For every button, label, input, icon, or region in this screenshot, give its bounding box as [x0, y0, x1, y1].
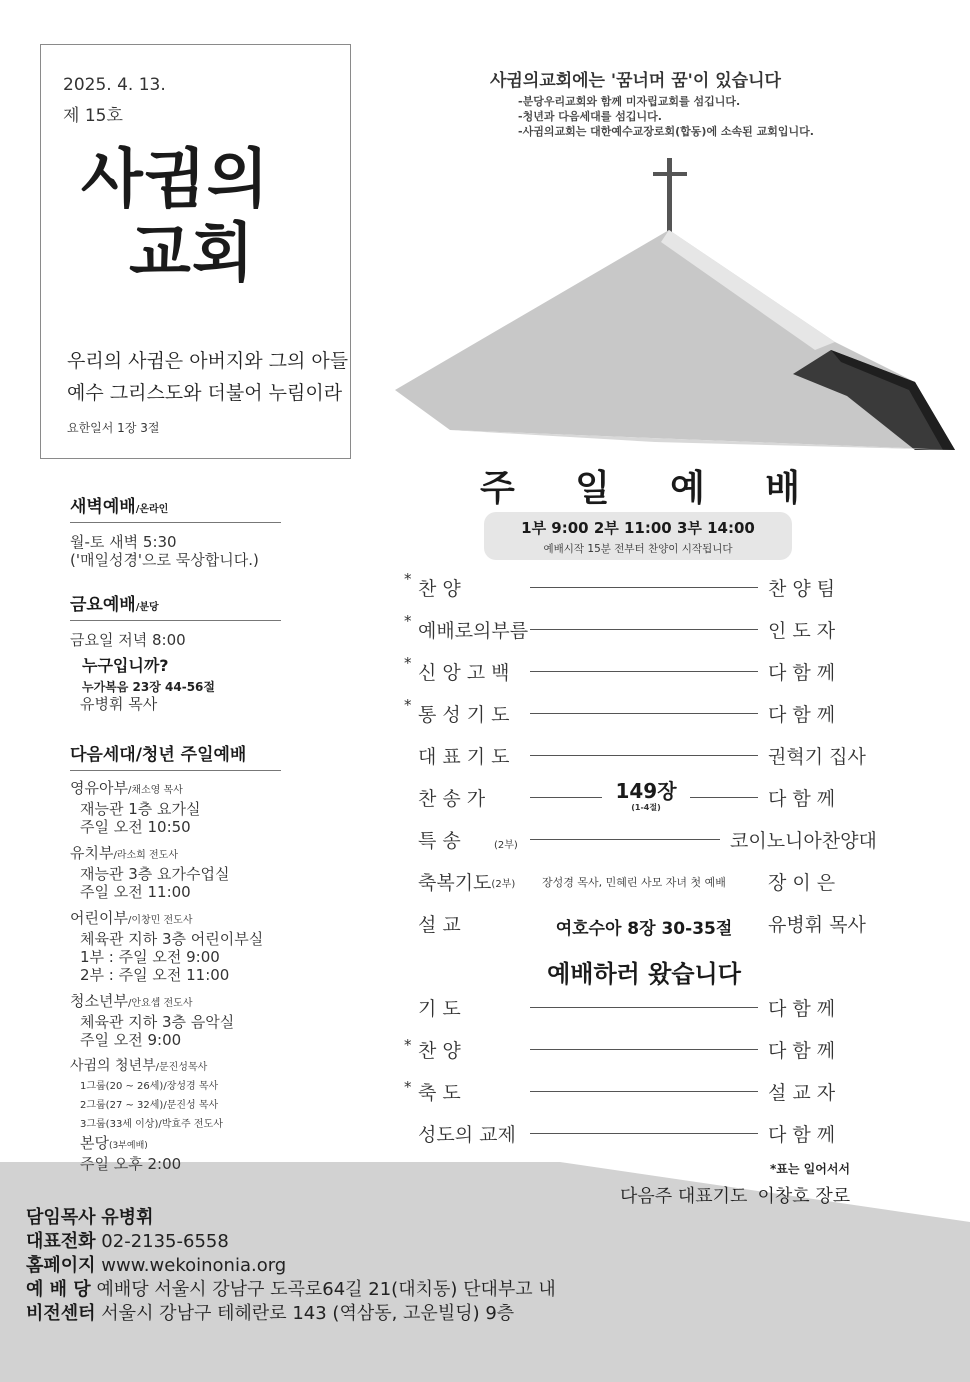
order-item-name [418, 700, 520, 727]
verse-line1: 우리의 사귐은 아버지와 그의 아들 [67, 350, 349, 372]
friday-passage: 누가복음 23장 44-56절 [82, 680, 215, 694]
vision-center-address: 서울시 강남구 테헤란로 143 (역삼동, 고운빌딩) 9층 [101, 1303, 515, 1324]
blessing-note: 장성경 목사, 민혜린 사모 자녀 첫 예배 [542, 876, 726, 889]
order-item-name [418, 658, 520, 685]
order-row [400, 779, 880, 812]
group-leader: /안요셉 전도사 [127, 998, 193, 1009]
order-item-label: 특 송 [418, 830, 461, 852]
group-place: 체육관 지하 3층 어린이부실 [80, 930, 264, 948]
order-row [400, 612, 880, 644]
leader-label: 다 함 께 [768, 662, 836, 684]
venue-address: 예배당 서울시 강남구 도곡로64길 21(대치동) 단대부고 내 [96, 1279, 556, 1300]
group-name: 영유아부 [70, 779, 128, 797]
bulletin-issue: 제 15호 [63, 106, 123, 126]
order-item-note: (2부) [491, 879, 516, 890]
order-item-leader: 권혁기 집사 [768, 746, 866, 768]
order-row [400, 994, 880, 1022]
youth-time: 주일 오후 2:00 [80, 1155, 182, 1173]
dawn-service-section [70, 492, 281, 569]
youth-place-note: (3부예배) [108, 1141, 148, 1151]
contact-info [26, 1206, 556, 1326]
stand-mark: * [404, 1036, 412, 1054]
nextgen-section [70, 740, 281, 1173]
youth-team: 3그룹(33세 이상)/박효주 전도사 [80, 1119, 223, 1130]
stand-mark: * [404, 696, 412, 714]
church-name-line1: 사귐의 [81, 143, 270, 217]
dawn-note: ('매일성경'으로 묵상합니다.) [70, 551, 259, 569]
phone-number[interactable]: 02-2135-6558 [101, 1231, 229, 1252]
group-time: 주일 오전 9:00 [80, 1031, 182, 1049]
order-item-name [418, 742, 520, 769]
dawn-tag: /온라인 [135, 504, 169, 515]
order-item-leader [768, 574, 870, 601]
next-prayer-label: 다음주 대표기도 [620, 1186, 748, 1207]
order-item-leader [768, 616, 870, 643]
service-title-char: 주 [480, 468, 515, 509]
order-row [400, 570, 880, 602]
church-logo [81, 143, 269, 291]
order-item-name [418, 616, 529, 643]
leader-line [530, 713, 758, 714]
leader-line [530, 629, 758, 630]
friday-time: 금요일 저녁 8:00 [70, 631, 186, 649]
phone-label: 대표전화 [26, 1231, 96, 1252]
order-item-label: 찬 양 [418, 578, 461, 600]
stand-mark: * [404, 1078, 412, 1096]
group-name: 유치부 [70, 844, 114, 862]
leader-line [530, 1049, 758, 1050]
order-item-name [418, 1036, 520, 1063]
order-item-name [418, 1120, 520, 1147]
order-item-label: 찬 송 가 [418, 788, 486, 810]
order-item-label: 설 교 [418, 914, 461, 936]
order-item-label: 기 도 [418, 998, 461, 1020]
order-item-label: 대 표 기 도 [418, 746, 510, 768]
order-item-label: 예배로의부름 [418, 620, 529, 642]
cross-icon [667, 158, 672, 234]
dawn-time: 월-토 새벽 5:30 [70, 533, 177, 551]
order-item-name [418, 910, 520, 937]
order-item-leader [768, 784, 870, 811]
group-time: 주일 오전 10:50 [80, 818, 191, 836]
nextgen-group [70, 992, 281, 1049]
hymn-number-block [606, 780, 686, 813]
group-leader: /이창민 전도사 [127, 915, 193, 926]
dawn-title: 새벽예배 [70, 497, 136, 517]
next-week-prayer [620, 1182, 850, 1208]
youth-team: 2그룹(27 ~ 32세)/문진성 목사 [80, 1100, 219, 1111]
order-item-leader [768, 1078, 870, 1105]
website-label: 홈페이지 [26, 1255, 96, 1276]
nextgen-group [70, 909, 281, 984]
order-item-leader: 코이노니아찬양대 [730, 830, 877, 852]
church-name-line2: 교회 [129, 217, 255, 291]
order-item-label: 찬 양 [418, 1040, 461, 1062]
group-place: 재능관 1층 요가실 [80, 800, 201, 818]
order-item-leader: 유병휘 목사 [768, 914, 866, 936]
group-name: 청소년부 [70, 992, 128, 1010]
leader-line [530, 755, 758, 756]
verse-reference: 요한일서 1장 3절 [67, 421, 160, 435]
title-box [40, 44, 351, 459]
vision-item: -사귐의교회는 대한예수교장로회(합동)에 소속된 교회입니다. [518, 125, 814, 138]
group-name: 어린이부 [70, 909, 128, 927]
group-time: 1부 : 주일 오전 9:00 [80, 948, 220, 966]
order-row [400, 826, 880, 854]
nextgen-group [70, 779, 281, 836]
stand-mark: * [404, 612, 412, 630]
friday-sermon-title: 누구입니까? [82, 656, 169, 675]
order-item-label: 축복기도 [418, 872, 492, 894]
order-item-leader [768, 868, 870, 895]
website-link[interactable]: www.wekoinonia.org [101, 1255, 287, 1276]
vision-section [490, 66, 960, 139]
sermon-title: 예배하러 왔습니다 [547, 960, 741, 988]
youth-name: 사귐의 청년부 [70, 1058, 156, 1074]
pastor-line [26, 1206, 556, 1230]
order-row [400, 742, 880, 770]
order-row [400, 910, 880, 938]
order-row [400, 696, 880, 728]
order-item-leader [768, 1120, 870, 1147]
venue-line [26, 1278, 556, 1302]
hymn-number: 149장 [615, 779, 677, 803]
leader-label: 인 도 자 [768, 620, 836, 642]
leader-label: 다 함 께 [768, 1040, 836, 1062]
group-time: 2부 : 주일 오전 11:00 [80, 966, 230, 984]
service-times: 1부 9:00 2부 11:00 3부 14:00 [521, 519, 755, 537]
friday-service-section [70, 590, 281, 713]
order-item-label: 신 앙 고 백 [418, 662, 510, 684]
order-row [400, 654, 880, 686]
group-leader: /라소희 전도사 [113, 850, 178, 861]
leader-line [530, 1133, 758, 1134]
leader-label: 다 함 께 [768, 998, 836, 1020]
order-row [400, 868, 880, 896]
vision-item: -분당우리교회와 함께 미자립교회를 섬깁니다. [518, 95, 741, 108]
sermon-passage: 여호수아 8장 30-35절 [555, 919, 733, 939]
order-item-name [418, 1078, 520, 1105]
order-item-name [418, 784, 520, 811]
service-title-char: 예 [670, 468, 705, 509]
group-place: 체육관 지하 3층 음악실 [80, 1013, 235, 1031]
order-item-leader [768, 658, 870, 685]
nextgen-group [70, 844, 281, 901]
website-line [26, 1254, 556, 1278]
next-prayer-name: 이창호 장로 [757, 1186, 851, 1207]
vision-center-line [26, 1302, 556, 1326]
vision-center-label: 비전센터 [26, 1303, 96, 1324]
phone-line [26, 1230, 556, 1254]
order-item-name [418, 994, 520, 1021]
order-item-label: 축 도 [418, 1082, 461, 1104]
church-roof-image [395, 150, 955, 455]
service-times-note: 예배시작 15분 전부터 찬양이 시작됩니다 [543, 543, 733, 555]
service-times-pill [484, 512, 792, 560]
friday-service-heading [70, 590, 281, 621]
leader-line [530, 1007, 758, 1008]
order-item-label: 성도의 교제 [418, 1124, 516, 1146]
leader-line [690, 797, 758, 798]
stand-mark: * [404, 570, 412, 588]
hymn-verses: (1-4절) [631, 803, 661, 812]
dawn-service-heading [70, 492, 281, 523]
service-title-char: 일 [575, 468, 610, 509]
youth-team: 1그룹(20 ~ 26세)/장성경 목사 [80, 1081, 219, 1092]
theme-verse [67, 345, 348, 409]
order-row [400, 1036, 880, 1064]
leader-line [530, 1091, 758, 1092]
leader-label: 장 이 은 [768, 872, 836, 894]
order-item-leader [768, 1036, 870, 1063]
vision-title: 사귐의교회에는 '꿈너머 꿈'이 있습니다 [490, 71, 781, 91]
leader-label: 찬 양 팀 [768, 578, 836, 600]
nextgen-heading: 다음세대/청년 주일예배 [70, 740, 281, 771]
order-item-note: (2부) [494, 840, 518, 851]
leader-label: 다 함 께 [768, 1124, 836, 1146]
order-item-name [418, 574, 520, 601]
pastor-label: 담임목사 [26, 1207, 96, 1228]
order-row [400, 1078, 880, 1106]
order-item-leader [768, 994, 870, 1021]
stand-note: *표는 일어서서 [770, 1162, 851, 1176]
pastor-name: 유병휘 [101, 1207, 154, 1228]
leader-label: 다 함 께 [768, 704, 836, 726]
youth-place: 본당 [80, 1134, 109, 1152]
friday-preacher: 유병휘 목사 [80, 695, 158, 713]
vision-item: -청년과 다음세대를 섬깁니다. [518, 110, 662, 123]
leader-label: 설 교 자 [768, 1082, 836, 1104]
leader-label: 다 함 께 [768, 788, 836, 810]
order-item-label: 통 성 기 도 [418, 704, 510, 726]
stand-mark: * [404, 654, 412, 672]
friday-title: 금요예배 [70, 595, 136, 615]
venue-label: 예 배 당 [26, 1279, 91, 1300]
vision-list [518, 94, 960, 139]
order-item-leader [768, 700, 870, 727]
leader-line [530, 797, 602, 798]
bulletin-date: 2025. 4. 13. [63, 75, 166, 95]
group-leader: /채소영 목사 [127, 785, 183, 796]
service-title [480, 460, 800, 511]
service-title-char: 배 [765, 468, 800, 509]
group-time: 주일 오전 11:00 [80, 883, 191, 901]
leader-line [530, 587, 758, 588]
order-row [400, 1120, 880, 1148]
order-item-name [418, 868, 520, 895]
youth-group [70, 1057, 281, 1173]
leader-line [530, 839, 720, 840]
youth-leader: /문진성목사 [155, 1062, 208, 1073]
leader-line [530, 671, 758, 672]
verse-line2: 예수 그리스도와 더불어 누림이라 [67, 382, 343, 404]
friday-tag: /분당 [135, 602, 159, 613]
group-place: 재능관 3층 요가수업실 [80, 865, 230, 883]
